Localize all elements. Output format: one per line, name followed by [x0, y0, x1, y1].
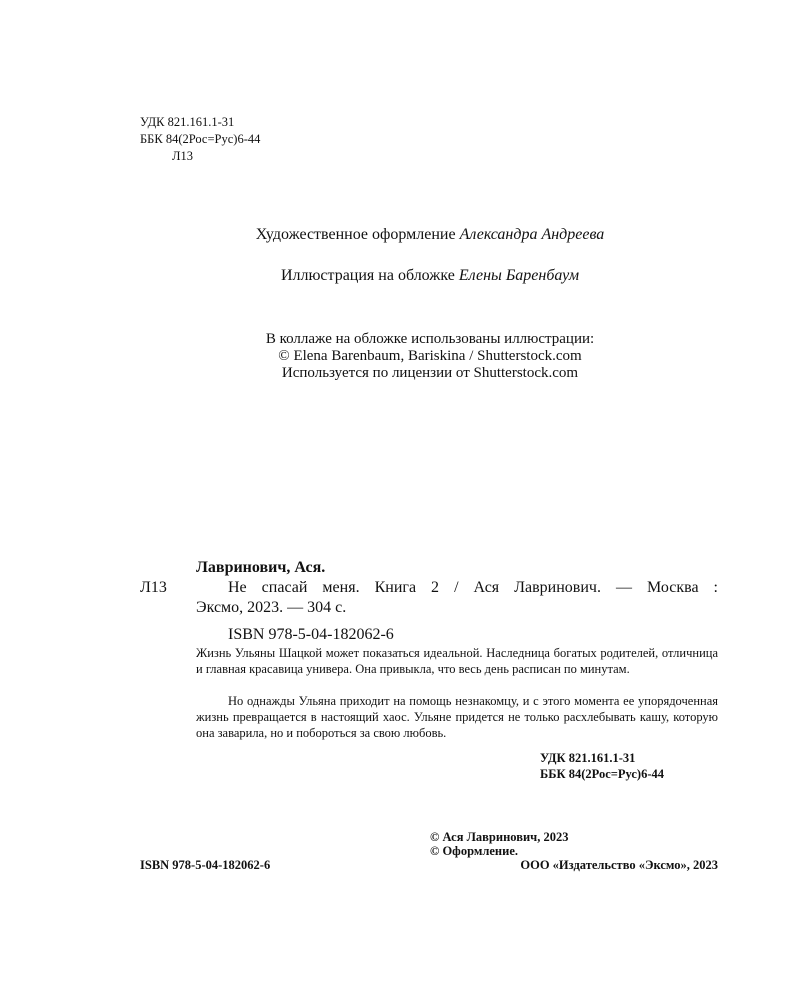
collage-line-1: В коллаже на обложке использованы иллюстрации:	[265, 331, 595, 347]
illustration-name: Елены Баренбаум	[458, 267, 580, 284]
catalog-author: Лавринович, Ася.	[196, 559, 326, 576]
copyright-design-2: ООО «Издательство «Эксмо», 2023	[520, 858, 718, 872]
design-label: Художественное оформление	[255, 226, 456, 243]
catalog-sign: Л13	[140, 579, 167, 596]
copyright-design-1: © Оформление.	[430, 844, 519, 858]
design-name: Александра Андреева	[459, 226, 605, 243]
footer-isbn: ISBN 978-5-04-182062-6	[140, 858, 271, 872]
annotation-udk: УДК 821.161.1-31	[540, 751, 636, 765]
catalog-title-line-1: Не спасай меня. Книга 2 / Ася Лавринович. — Москва :	[228, 579, 718, 596]
design-credit	[0, 225, 800, 245]
bbk-code-top: ББК 84(2Рос=Рус)6-44	[140, 132, 261, 146]
author-sign-top: Л13	[172, 149, 193, 163]
annotation-bbk: ББК 84(2Рос=Рус)6-44	[540, 767, 664, 781]
udk-code-top: УДК 821.161.1-31	[140, 115, 235, 129]
illustration-credit	[0, 266, 800, 286]
copyright-author: © Ася Лавринович, 2023	[430, 830, 569, 844]
collage-line-3: Используется по лицензии от Shutterstock.com	[281, 365, 579, 381]
collage-line-2: © Elena Barenbaum, Bariskina / Shutterstock.com	[278, 348, 582, 364]
annotation-paragraph-1: Жизнь Ульяны Шацкой может показаться идеальной. Наследница богатых родителей, отличница и главная красавица универа. Она привыкла, что весь день расписан по минутам.	[196, 646, 718, 676]
catalog-title-line-2: Эксмо, 2023. — 304 с.	[196, 599, 347, 616]
annotation-paragraph-2: Но однажды Ульяна приходит на помощь незнакомцу, и с этого момента ее упорядоченная жизнь превращается в настоящий хаос. Ульяне придется не только расхлебывать кашу, которую она заварила, но и побороться за свою любовь.	[196, 694, 718, 740]
catalog-isbn: ISBN 978-5-04-182062-6	[228, 626, 394, 643]
illustration-label: Иллюстрация на обложке	[280, 267, 455, 284]
